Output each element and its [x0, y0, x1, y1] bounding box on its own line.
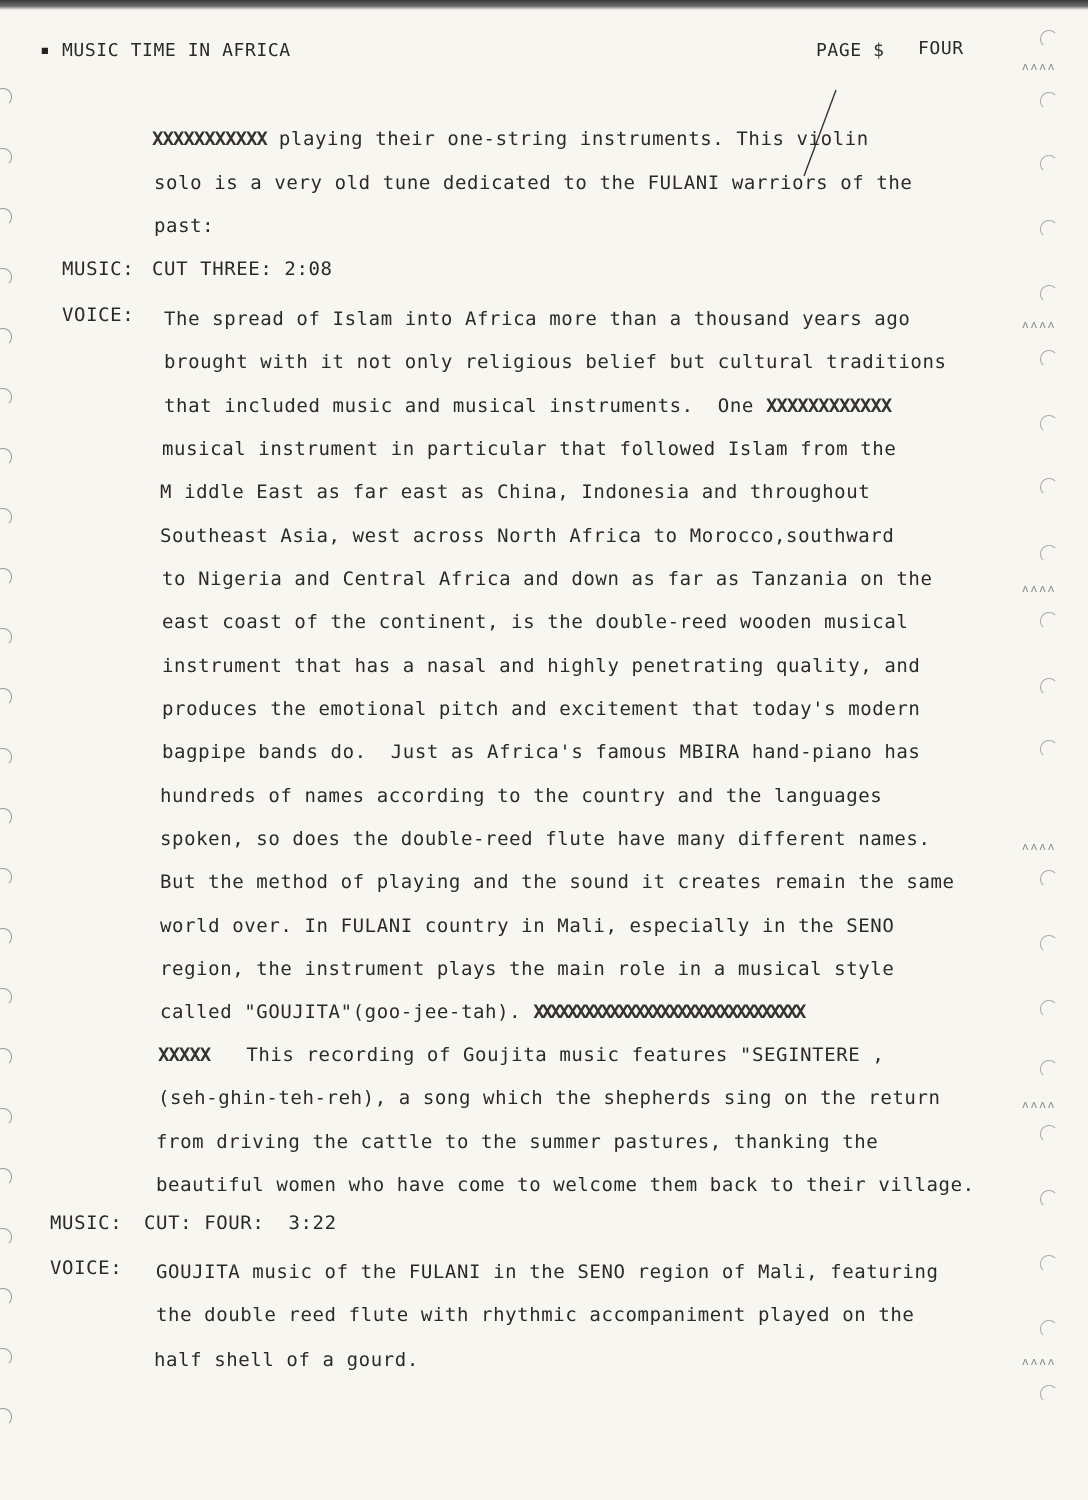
perforation-mark: ᴧᴧᴧᴧ	[1022, 582, 1057, 595]
struck-text: XXXXX	[158, 1044, 211, 1066]
text-line: But the method of playing and the sound it creates remain the same	[160, 871, 955, 893]
text-line: Southeast Asia, west across North Africa to Morocco,southward	[160, 525, 895, 547]
text-line: solo is a very old tune dedicated to the FULANI warriors of the	[154, 172, 913, 194]
text-line: region, the instrument plays the main role in a musical style	[160, 958, 895, 980]
struck-text: XXXXXXXXXXX	[152, 128, 267, 150]
text-line: instrument that has a nasal and highly penetrating quality, and	[162, 655, 921, 677]
perforation-mark: ᴧᴧᴧᴧ	[1022, 318, 1057, 331]
text-line: GOUJITA music of the FULANI in the SENO region of Mali, featuring	[156, 1261, 939, 1283]
struck-text: XXXXXXXXXXXX	[765, 395, 892, 417]
text-line: world over. In FULANI country in Mali, especially in the SENO	[160, 915, 895, 937]
perforation-mark: ᴧᴧᴧᴧ	[1022, 60, 1057, 73]
text-line: that included music and musical instruments. One XXXXXXXXXXXX	[164, 395, 892, 417]
ink-mark: ▪	[40, 40, 50, 59]
perforation-mark: ᴧᴧᴧᴧ	[1022, 1098, 1057, 1111]
struck-text: XXXXXXXXXXXXXXXXXXXXXXXXXXXXXXXX	[533, 1001, 804, 1023]
page-top-edge	[0, 0, 1088, 10]
text-line: bagpipe bands do. Just as Africa's famous MBIRA hand-piano has	[162, 741, 921, 763]
text-line: east coast of the continent, is the double-reed wooden musical	[162, 611, 909, 633]
document-title: MUSIC TIME IN AFRICA	[62, 40, 291, 61]
cue-text: CUT THREE: 2:08	[152, 258, 333, 280]
text-line: past:	[154, 215, 215, 237]
cue-label-voice: VOICE:	[50, 1257, 123, 1279]
cue-label-music: MUSIC:	[50, 1212, 123, 1234]
page-number: FOUR	[918, 38, 964, 59]
text-line: hundreds of names according to the country and the languages	[160, 785, 883, 807]
perforation-mark: ᴧᴧᴧᴧ	[1022, 840, 1057, 853]
text-line: beautiful women who have come to welcome them back to their village.	[156, 1174, 975, 1196]
text-line: called "GOUJITA"(goo-jee-tah). XXXXXXXXXXXXXXXXXXXXXXXXXXXXXXXX	[160, 1001, 804, 1023]
text-line: M iddle East as far east as China, Indonesia and throughout	[160, 481, 871, 503]
perforation-mark: ᴧᴧᴧᴧ	[1022, 1355, 1057, 1368]
text-line: from driving the cattle to the summer pastures, thanking the	[156, 1131, 879, 1153]
text-line: the double reed flute with rhythmic accompaniment played on the	[156, 1304, 915, 1326]
text-line: XXXXXXXXXXX playing their one-string instruments. This violin	[152, 128, 869, 150]
text-line: to Nigeria and Central Africa and down as far as Tanzania on the	[162, 568, 933, 590]
text-line: brought with it not only religious belief but cultural traditions	[164, 351, 947, 373]
text-line: The spread of Islam into Africa more than a thousand years ago	[164, 308, 911, 330]
cue-text: CUT: FOUR: 3:22	[144, 1212, 337, 1234]
cue-label-voice: VOICE:	[62, 304, 135, 326]
text-line: musical instrument in particular that followed Islam from the	[162, 438, 897, 460]
cue-label-music: MUSIC:	[62, 258, 135, 280]
text-line: produces the emotional pitch and excitement that today's modern	[162, 698, 921, 720]
text-line: XXXXX This recording of Goujita music features "SEGINTERE ,	[158, 1044, 885, 1066]
text-line: (seh-ghin-teh-reh), a song which the shepherds sing on the return	[158, 1087, 941, 1109]
text-line: spoken, so does the double-reed flute have many different names.	[160, 828, 931, 850]
text-line: half shell of a gourd.	[154, 1349, 419, 1371]
page-label: PAGE $	[816, 40, 885, 61]
